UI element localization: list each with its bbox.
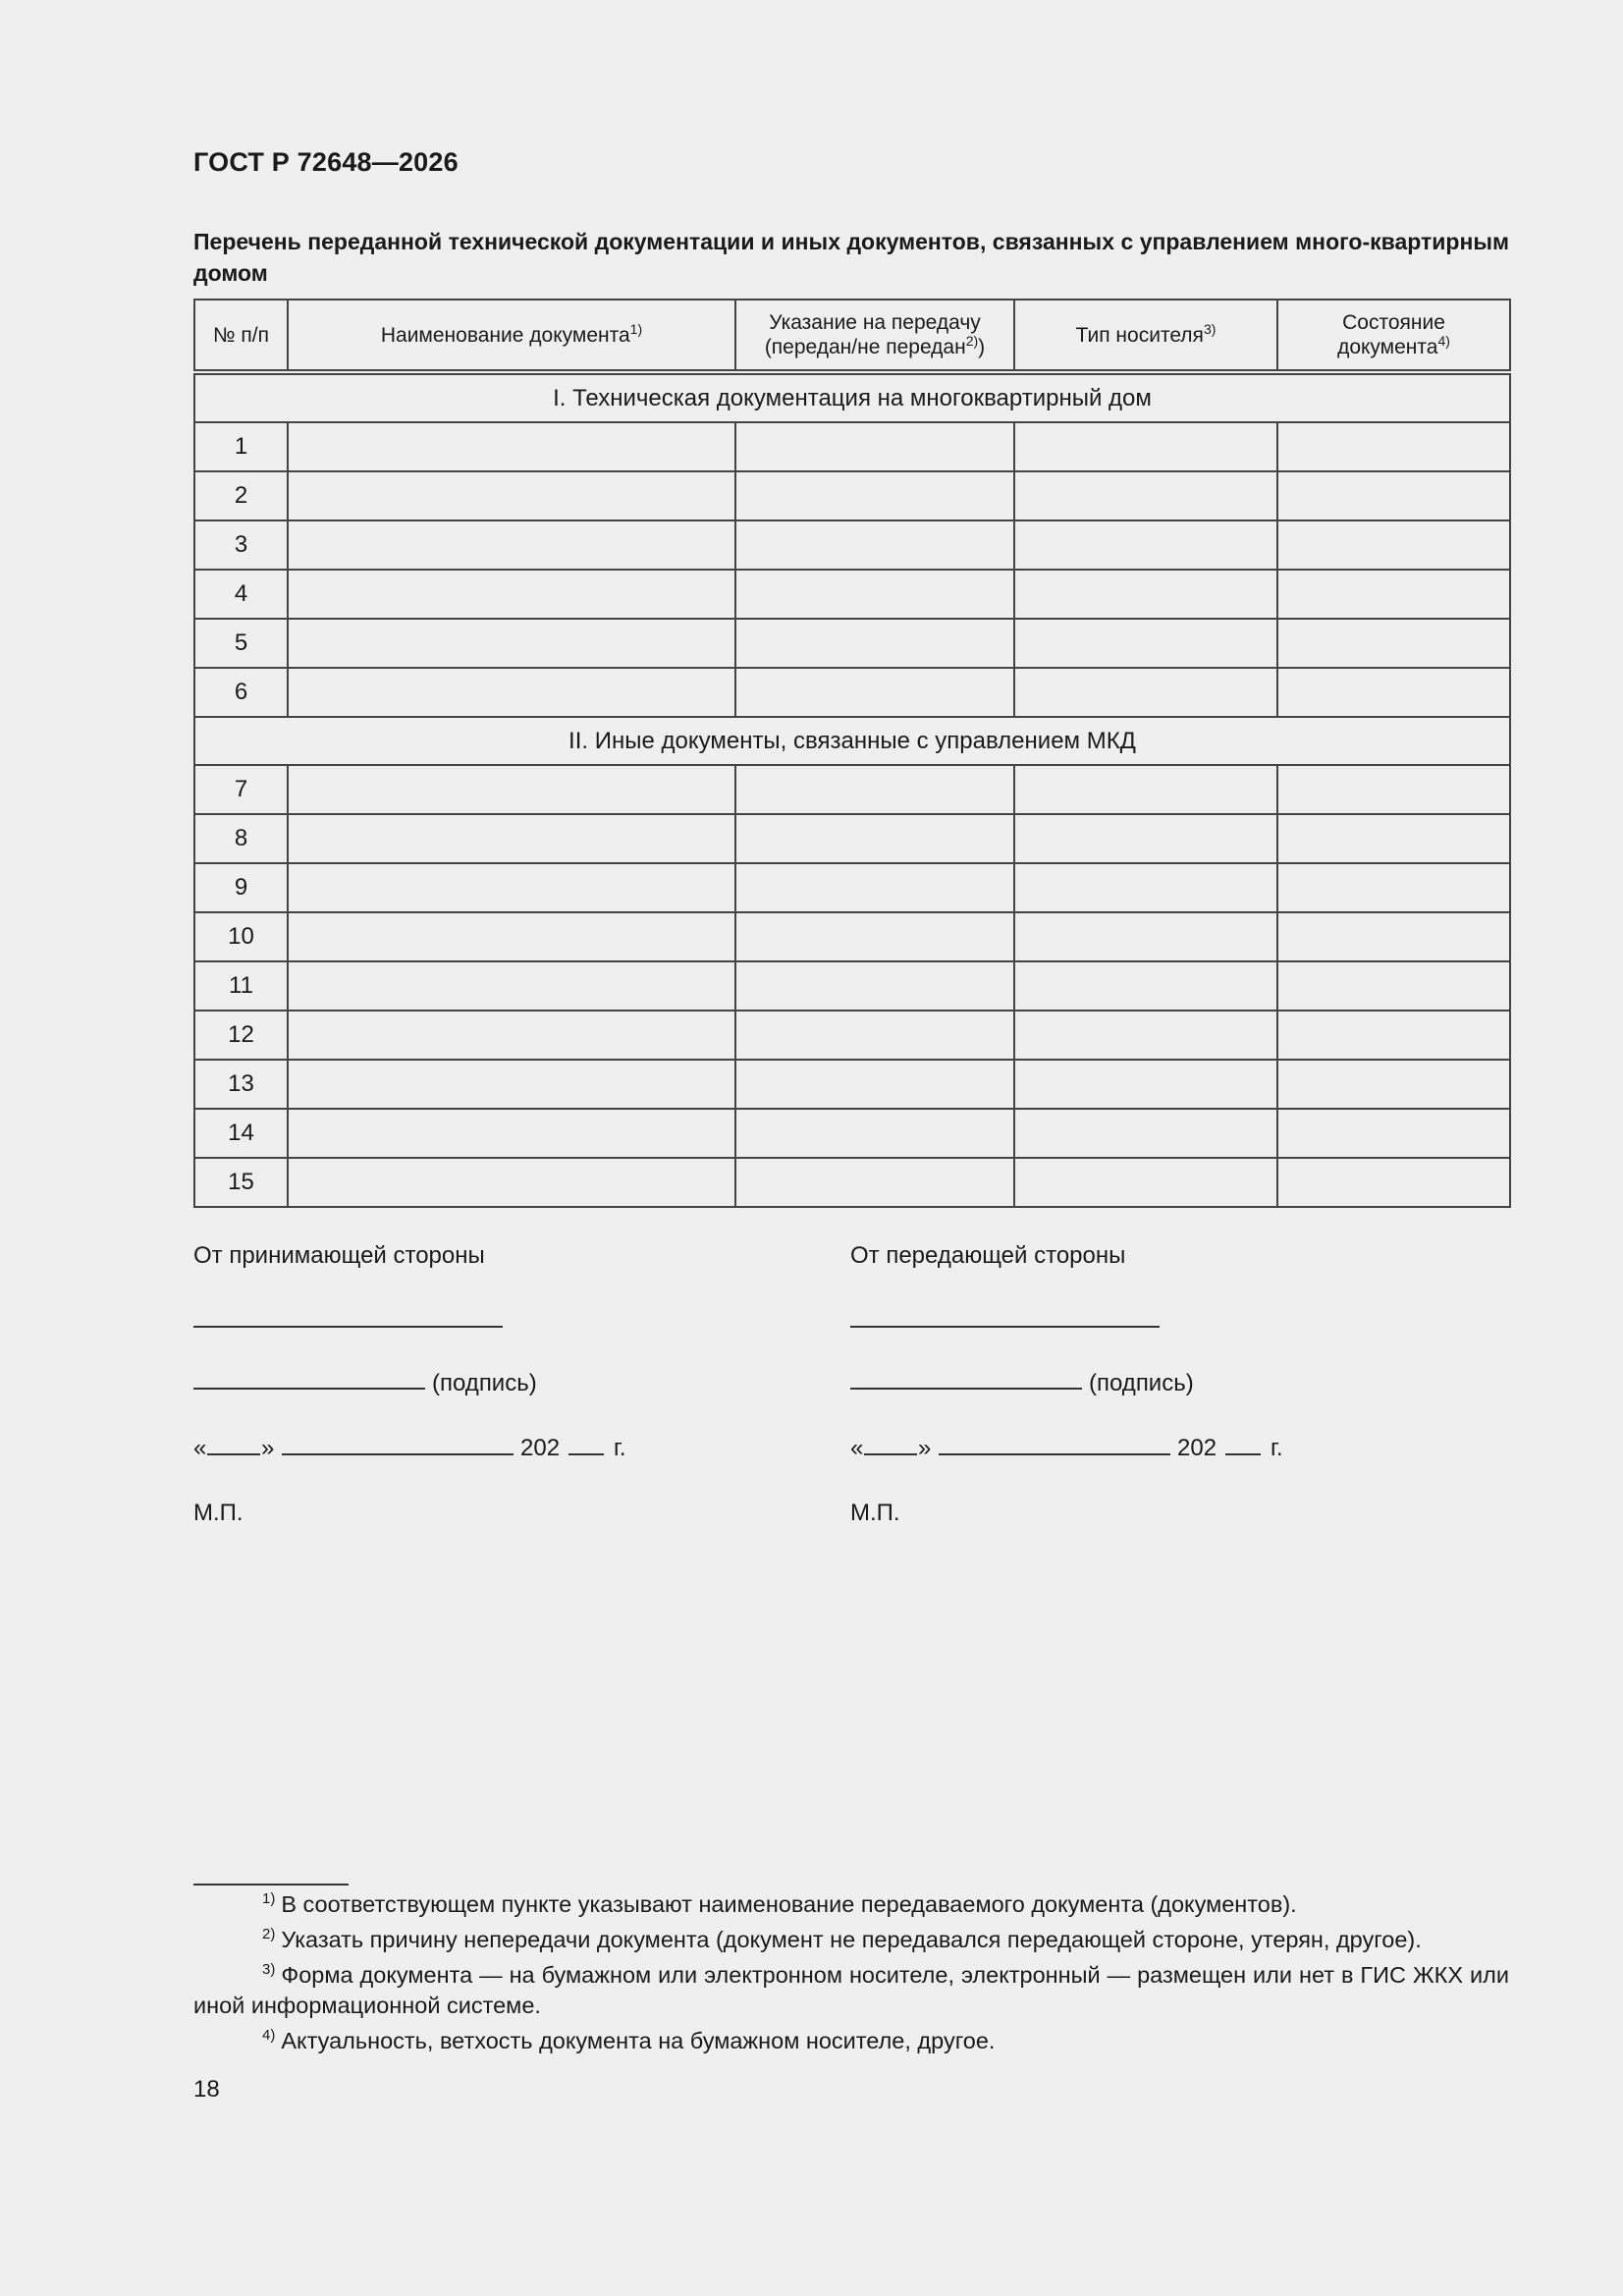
receiving-date-open-quote: « — [193, 1435, 207, 1461]
table-row — [194, 961, 1510, 1011]
table-row — [194, 668, 1510, 717]
transferring-party-title: От передающей стороны — [850, 1242, 1126, 1269]
table-row — [194, 520, 1510, 570]
row-number-cell: 13 — [194, 1060, 288, 1109]
table-row — [194, 570, 1510, 619]
row-number-cell: 10 — [194, 912, 288, 961]
transferring-name-line[interactable] — [850, 1326, 1160, 1328]
transfer-status-cell[interactable] — [735, 1011, 1014, 1060]
transfer-status-cell[interactable] — [735, 1109, 1014, 1158]
media-type-cell[interactable] — [1014, 668, 1277, 717]
document-state-cell[interactable] — [1277, 619, 1510, 668]
document-state-cell[interactable] — [1277, 912, 1510, 961]
receiving-name-line[interactable] — [193, 1326, 503, 1328]
table-row — [194, 1158, 1510, 1207]
document-name-cell[interactable] — [288, 619, 735, 668]
transfer-status-cell[interactable] — [735, 765, 1014, 814]
document-name-cell[interactable] — [288, 668, 735, 717]
section-title-technical: I. Техническая документация на многоквартирный дом — [194, 372, 1510, 422]
transfer-status-cell[interactable] — [735, 1060, 1014, 1109]
table-row — [194, 619, 1510, 668]
media-type-cell[interactable] — [1014, 814, 1277, 863]
row-number-cell: 1 — [194, 422, 288, 471]
document-name-cell[interactable] — [288, 471, 735, 520]
row-number-cell: 14 — [194, 1109, 288, 1158]
row-number-cell: 8 — [194, 814, 288, 863]
media-type-cell[interactable] — [1014, 863, 1277, 912]
document-name-cell[interactable] — [288, 961, 735, 1011]
section-row-other — [194, 717, 1510, 765]
transfer-status-cell[interactable] — [735, 471, 1014, 520]
media-type-cell[interactable] — [1014, 912, 1277, 961]
media-type-cell[interactable] — [1014, 1109, 1277, 1158]
document-state-cell[interactable] — [1277, 814, 1510, 863]
media-type-cell[interactable] — [1014, 619, 1277, 668]
transferring-year-prefix: 202 — [1177, 1435, 1217, 1461]
document-name-cell[interactable] — [288, 1158, 735, 1207]
media-type-cell[interactable] — [1014, 1011, 1277, 1060]
document-name-cell[interactable] — [288, 765, 735, 814]
row-number-cell: 5 — [194, 619, 288, 668]
table-row — [194, 814, 1510, 863]
receiving-signature-line[interactable] — [193, 1388, 425, 1390]
footnotes — [193, 1889, 1509, 2061]
transferring-signature-line[interactable] — [850, 1388, 1082, 1390]
section-title-other: II. Иные документы, связанные с управлением МКД — [194, 717, 1510, 765]
transferring-day-line[interactable] — [864, 1453, 917, 1455]
table-caption: Перечень переданной технической документации и иных документов, связанных с управлением много-квартирным домом — [193, 229, 1509, 286]
col-header-transfer-status: Указание на передачу (передан/не передан$^{2)}$) — [735, 300, 1014, 372]
row-number-cell: 12 — [194, 1011, 288, 1060]
media-type-cell[interactable] — [1014, 1158, 1277, 1207]
footnote-1: $^{1)}$ В соответствующем пункте указывают наименование передаваемого документа (документов). — [262, 1890, 1297, 1917]
table-row — [194, 912, 1510, 961]
document-state-cell[interactable] — [1277, 471, 1510, 520]
col-header-media-type: Тип носителя$^{3)}$ — [1014, 300, 1277, 372]
receiving-signature-label: (подпись) — [432, 1370, 537, 1396]
transfer-status-cell[interactable] — [735, 570, 1014, 619]
row-number-cell: 4 — [194, 570, 288, 619]
row-number-cell: 15 — [194, 1158, 288, 1207]
receiving-year-prefix: 202 — [520, 1435, 561, 1461]
transferring-year-suffix: г. — [1271, 1435, 1283, 1461]
transferring-month-line[interactable] — [939, 1453, 1170, 1455]
page-number: 18 — [193, 2076, 220, 2103]
transferring-signature-label: (подпись) — [1089, 1370, 1194, 1396]
transfer-status-cell[interactable] — [735, 1158, 1014, 1207]
table-row — [194, 1109, 1510, 1158]
document-name-cell[interactable] — [288, 520, 735, 570]
table-row — [194, 863, 1510, 912]
table-row — [194, 1060, 1510, 1109]
table-row — [194, 422, 1510, 471]
media-type-cell[interactable] — [1014, 1060, 1277, 1109]
footnote-2: $^{2)}$ Указать причину непередачи документа (документ не передавался передающей стороне, утерян, другое). — [262, 1926, 1422, 1952]
table-row — [194, 471, 1510, 520]
document-state-cell[interactable] — [1277, 1060, 1510, 1109]
transfer-status-cell[interactable] — [735, 619, 1014, 668]
table-row — [194, 1011, 1510, 1060]
receiving-party-title: От принимающей стороны — [193, 1242, 485, 1269]
transfer-status-cell[interactable] — [735, 912, 1014, 961]
transfer-status-cell[interactable] — [735, 422, 1014, 471]
document-name-cell[interactable] — [288, 570, 735, 619]
media-type-cell[interactable] — [1014, 570, 1277, 619]
receiving-year-suffix: г. — [614, 1435, 626, 1461]
transferring-date-close-quote: » — [918, 1435, 932, 1461]
row-number-cell: 2 — [194, 471, 288, 520]
transfer-status-cell[interactable] — [735, 961, 1014, 1011]
page-header: ГОСТ Р 72648—2026 — [193, 147, 459, 177]
receiving-day-line[interactable] — [207, 1453, 260, 1455]
document-state-cell[interactable] — [1277, 765, 1510, 814]
document-state-cell[interactable] — [1277, 422, 1510, 471]
col-header-number: № п/п — [194, 300, 288, 372]
col-header-document-state: Состояние документа$^{4)}$ — [1277, 300, 1510, 372]
document-name-cell[interactable] — [288, 814, 735, 863]
document-name-cell[interactable] — [288, 1060, 735, 1109]
transfer-status-cell[interactable] — [735, 520, 1014, 570]
document-state-cell[interactable] — [1277, 863, 1510, 912]
document-state-cell[interactable] — [1277, 668, 1510, 717]
media-type-cell[interactable] — [1014, 471, 1277, 520]
transferring-date-open-quote: « — [850, 1435, 864, 1461]
media-type-cell[interactable] — [1014, 765, 1277, 814]
document-state-cell[interactable] — [1277, 1158, 1510, 1207]
document-name-cell[interactable] — [288, 863, 735, 912]
media-type-cell[interactable] — [1014, 422, 1277, 471]
row-number-cell: 11 — [194, 961, 288, 1011]
receiving-month-line[interactable] — [282, 1453, 514, 1455]
transfer-status-cell[interactable] — [735, 814, 1014, 863]
document-state-cell[interactable] — [1277, 520, 1510, 570]
row-number-cell: 7 — [194, 765, 288, 814]
table-header-row — [194, 300, 1510, 372]
document-name-cell[interactable] — [288, 1011, 735, 1060]
transfer-status-cell[interactable] — [735, 668, 1014, 717]
document-name-cell[interactable] — [288, 912, 735, 961]
row-number-cell: 3 — [194, 520, 288, 570]
document-state-cell[interactable] — [1277, 961, 1510, 1011]
col-header-document-name: Наименование документа$^{1)}$ — [288, 300, 735, 372]
document-state-cell[interactable] — [1277, 1109, 1510, 1158]
document-state-cell[interactable] — [1277, 1011, 1510, 1060]
media-type-cell[interactable] — [1014, 961, 1277, 1011]
table-row — [194, 765, 1510, 814]
transfer-status-cell[interactable] — [735, 863, 1014, 912]
receiving-stamp-label: М.П. — [193, 1500, 243, 1526]
row-number-cell: 9 — [194, 863, 288, 912]
media-type-cell[interactable] — [1014, 520, 1277, 570]
section-row-technical — [194, 372, 1510, 422]
receiving-year-line[interactable] — [568, 1453, 604, 1455]
transferring-year-line[interactable] — [1225, 1453, 1261, 1455]
document-name-cell[interactable] — [288, 422, 735, 471]
document-list-table — [193, 299, 1511, 1208]
footnote-separator — [193, 1884, 349, 1886]
document-name-cell[interactable] — [288, 1109, 735, 1158]
transferring-stamp-label: М.П. — [850, 1500, 900, 1526]
footnote-4: $^{4)}$ Актуальность, ветхость документа на бумажном носителе, другое. — [262, 2027, 996, 2053]
footnote-3: $^{3)}$ Форма документа — на бумажном или электронном носителе, электронный — размещен или нет в ГИС ЖКХ или иной информационной системе. — [193, 1961, 1509, 2018]
receiving-date-close-quote: » — [261, 1435, 275, 1461]
document-state-cell[interactable] — [1277, 570, 1510, 619]
row-number-cell: 6 — [194, 668, 288, 717]
